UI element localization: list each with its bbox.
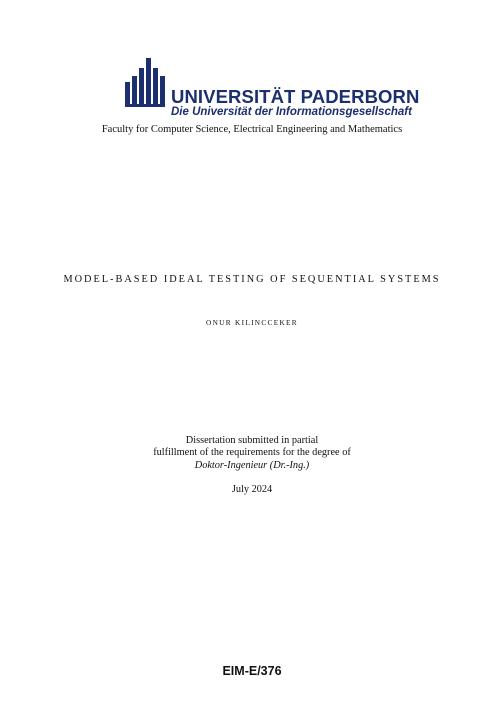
university-tagline: Die Universität der Informationsgesellschaft	[171, 106, 412, 118]
report-number: EIM-E/376	[222, 664, 282, 678]
degree-name: Doktor-Ingenieur (Dr.-Ing.)	[194, 459, 310, 471]
thesis-title: MODEL-BASED IDEAL TESTING OF SEQUENTIAL SYSTEMS	[63, 274, 441, 285]
statement-line-2: fulfillment of the requirements for the degree of	[153, 447, 351, 459]
submission-date: July 2024	[231, 484, 273, 495]
university-logo	[125, 56, 420, 120]
author-name: ONUR KILINCCEKER	[206, 318, 298, 327]
university-emblem-icon	[125, 56, 165, 108]
faculty-name: Faculty for Computer Science, Electrical Engineering and Mathematics	[101, 124, 403, 135]
degree-statement	[0, 435, 504, 472]
statement-line-1: Dissertation submitted in partial	[185, 435, 319, 446]
university-name: UNIVERSITÄT PADERBORN	[171, 86, 420, 107]
